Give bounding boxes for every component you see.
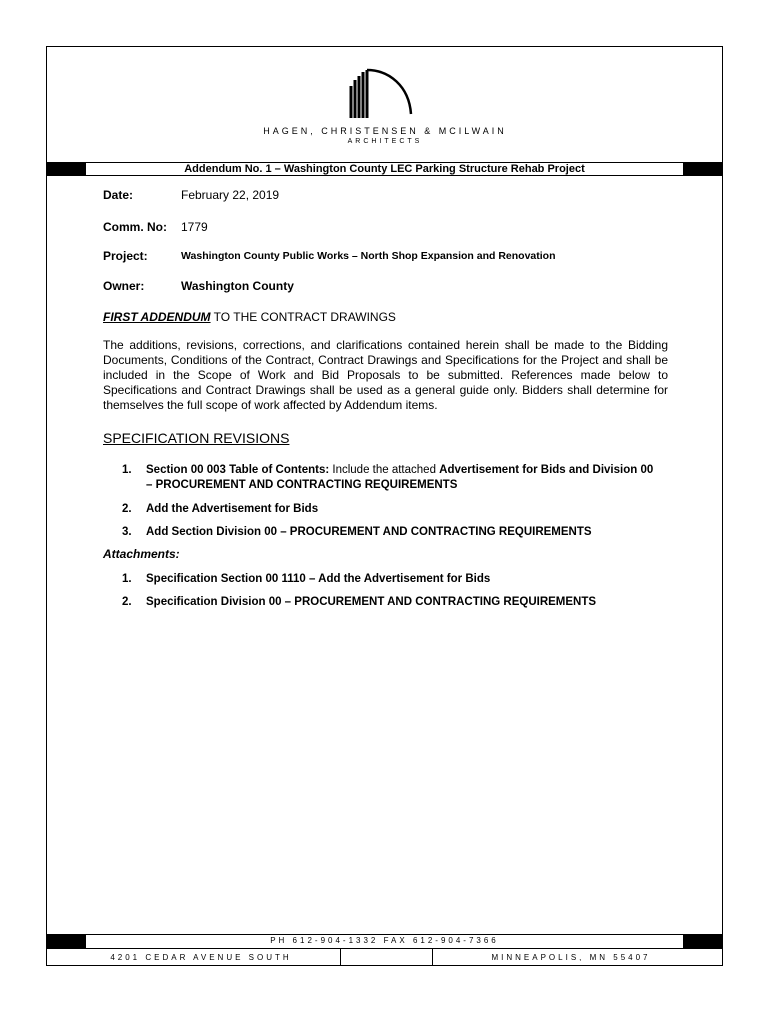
spec-revisions-heading: SPECIFICATION REVISIONS <box>103 430 290 446</box>
spec-item-1-part-c: Advertisement for Bids and Division 00 – PROCUREMENT AND CONTRACTING REQUIREMENTS <box>146 464 654 491</box>
attachment-2-text: Specification Division 00 – PROCUREMENT AND CONTRACTING REQUIREMENTS <box>146 596 597 608</box>
spec-item-2-text: Add the Advertisement for Bids <box>146 503 319 515</box>
hcm-logo-icon <box>349 68 413 118</box>
first-addendum-emphasis: FIRST ADDENDUM <box>103 310 211 324</box>
title-bar-right-block <box>683 163 723 175</box>
firm-subtitle: ARCHITECTS <box>347 138 423 145</box>
footer-divider-2 <box>432 949 433 966</box>
spec-item-1-part-a: Section 00 003 Table of Contents: <box>146 464 330 476</box>
spec-item-1-part-b: Include the attached <box>329 464 440 476</box>
first-addendum-line <box>103 310 396 324</box>
owner-label: Owner: <box>103 279 145 293</box>
project-label: Project: <box>103 249 148 263</box>
spec-item-1-number: 1. <box>122 464 132 476</box>
footer-phone-fax: PH 612-904-1332 FAX 612-904-7366 <box>270 936 499 945</box>
attachment-2-number: 2. <box>122 596 132 608</box>
title-bar-left-block <box>46 163 86 175</box>
spec-item-3-text: Add Section Division 00 – PROCUREMENT AND CONTRACTING REQUIREMENTS <box>146 526 592 538</box>
attachment-1-number: 1. <box>122 573 132 585</box>
addendum-title: Addendum No. 1 – Washington County LEC Parking Structure Rehab Project <box>184 163 585 175</box>
date-label: Date: <box>103 188 134 202</box>
attachments-label: Attachments: <box>103 547 180 561</box>
footer-divider-1 <box>340 949 341 966</box>
project-value: Washington County Public Works – North Shop Expansion and Renovation <box>181 250 556 262</box>
firm-name: HAGEN, CHRISTENSEN & MCILWAIN <box>263 126 507 136</box>
footer-address: 4201 CEDAR AVENUE SOUTH <box>110 953 292 962</box>
comm-value: 1779 <box>181 220 208 234</box>
first-addendum-rest: TO THE CONTRACT DRAWINGS <box>210 310 396 324</box>
spec-item-2-number: 2. <box>122 503 132 515</box>
spec-item-3-number: 3. <box>122 526 132 538</box>
footer-address-bar <box>46 948 723 966</box>
footer-left-block <box>46 935 86 949</box>
title-bar <box>46 162 723 176</box>
owner-value: Washington County <box>181 279 294 293</box>
footer-contact-bar <box>46 934 723 948</box>
intro-paragraph: The additions, revisions, corrections, and clarifications contained herein shall be made to the Bidding Documents, Conditions of the Contract, Contract Drawings and Specifications for the Project and shall be included in the Scope of Work and Bid Proposals to be submitted. References made below to Specifications and Contract Drawings shall be used as a general guide only. Bidders shall determine for themselves the full scope of work affected by Addendum items. <box>103 338 668 412</box>
date-value: February 22, 2019 <box>181 188 280 202</box>
footer-right-block <box>683 935 723 949</box>
spec-item-1-text <box>146 463 662 493</box>
footer-city: MINNEAPOLIS, MN 55407 <box>491 953 651 962</box>
comm-label: Comm. No: <box>103 220 167 234</box>
attachment-1-text: Specification Section 00 1110 – Add the Advertisement for Bids <box>146 573 491 585</box>
